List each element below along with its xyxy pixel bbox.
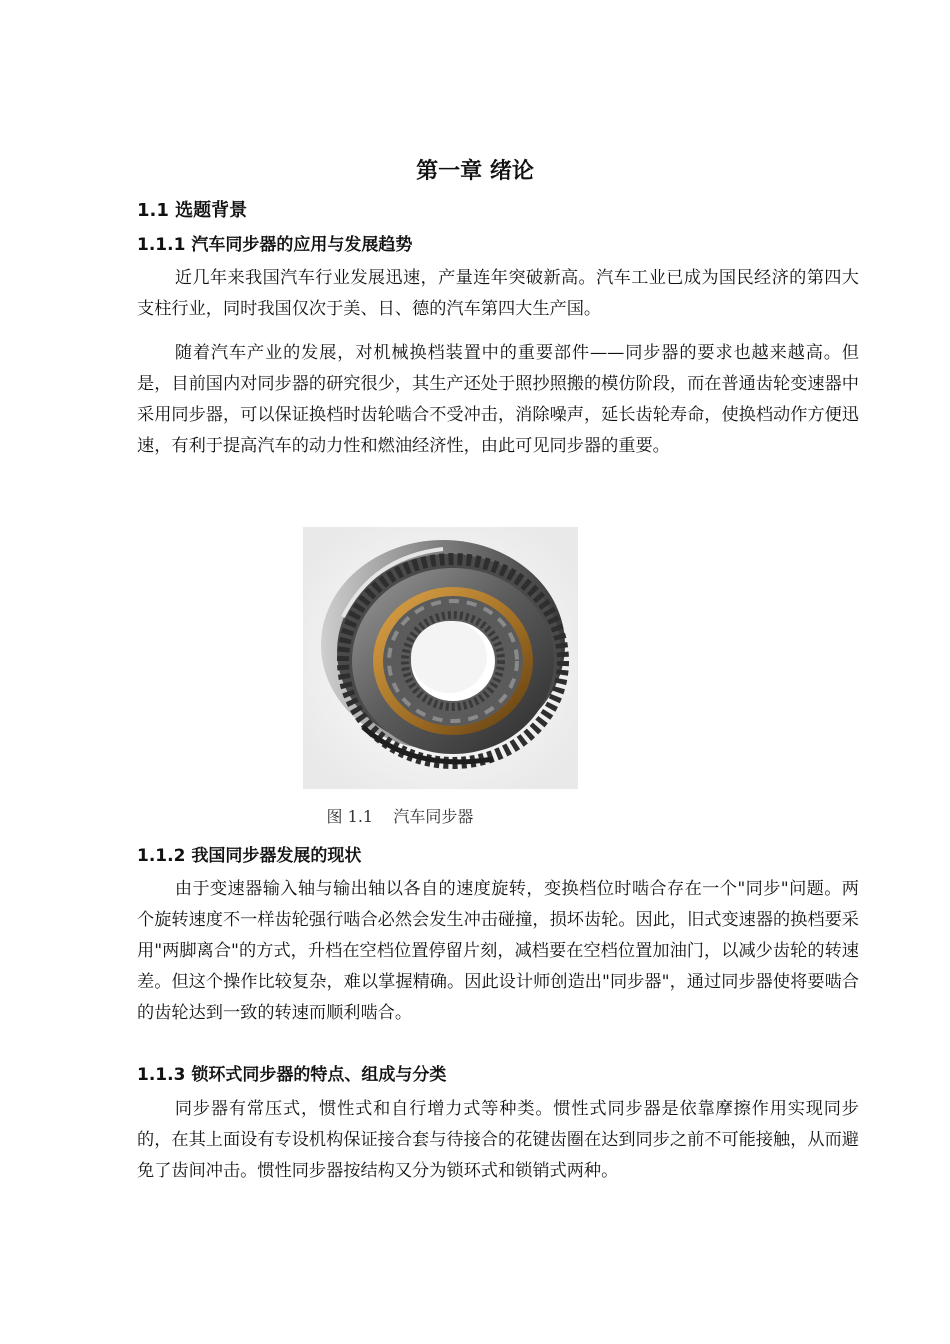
synchronizer-photo (303, 527, 578, 789)
figure-caption: 图 1.1 汽车同步器 (326, 807, 474, 826)
paragraph-3: 由于变速器输入轴与输出轴以各自的速度旋转，变换档位时啮合存在一个"同步"问题。两个旋转速度不一样齿轮强行啮合必然会发生冲击碰撞，损坏齿轮。因此，旧式变速器的换档要采用"两脚离合"的方式，升档在空档位置停留片刻，减档要在空档位置加油门，以减少齿轮的转速差。但这个操作比较复杂，难以掌握精确。因此设计师创造出"同步器"，通过同步器使将要啮合的齿轮达到一致的转速而顺利啮合。 (137, 879, 859, 1023)
paragraph-1: 近几年来我国汽车行业发展迅速，产量连年突破新高。汽车工业已成为国民经济的第四大支柱行业，同时我国仅次于美、日、德的汽车第四大生产国。 (137, 268, 859, 319)
section-heading-1-1-1: 1.1.1 汽车同步器的应用与发展趋势 (137, 235, 413, 255)
section-heading-1-1: 1.1 选题背景 (137, 200, 248, 221)
paragraph-2: 随着汽车产业的发展，对机械换档装置中的重要部件——同步器的要求也越来越高。但是，目前国内对同步器的研究很少，其生产还处于照抄照搬的模仿阶段，而在普通齿轮变速器中采用同步器，可以保证换档时齿轮啮合不受冲击，消除噪声，延长齿轮寿命，使换档动作方便迅速，有利于提高汽车的动力性和燃油经济性，由此可见同步器的重要。 (137, 343, 859, 456)
section-heading-1-1-2: 1.1.2 我国同步器发展的现状 (137, 846, 362, 866)
chapter-title: 第一章 绪论 (416, 159, 534, 184)
paragraph-4: 同步器有常压式，惯性式和自行增力式等种类。惯性式同步器是依靠摩擦作用实现同步的，在其上面设有专设机构保证接合套与待接合的花键齿圈在达到同步之前不可能接触，从而避免了齿间冲击。惯性同步器按结构又分为锁环式和锁销式两种。 (137, 1099, 859, 1181)
section-heading-1-1-3: 1.1.3 锁环式同步器的特点、组成与分类 (137, 1065, 447, 1085)
